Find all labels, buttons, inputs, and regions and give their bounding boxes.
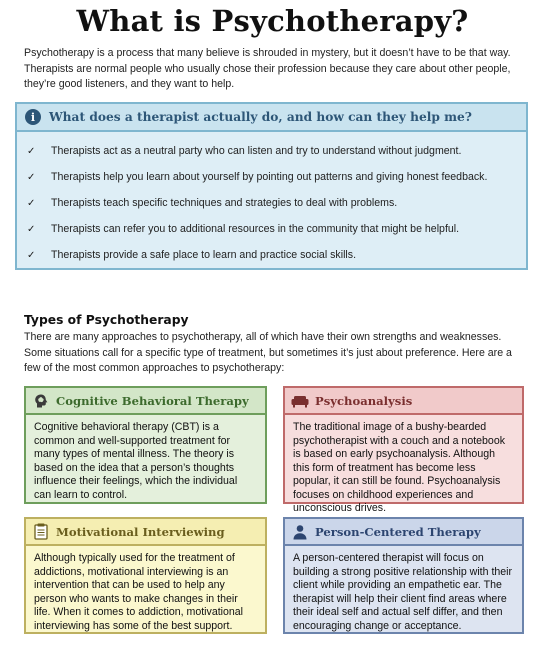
list-item-text: Therapists can refer you to additional resources in the community that might be helpful. bbox=[51, 223, 460, 235]
check-icon: ✓ bbox=[27, 145, 36, 157]
card-header bbox=[26, 388, 265, 415]
types-heading: Types of Psychotherapy bbox=[24, 313, 189, 327]
notepad-icon bbox=[32, 523, 50, 541]
types-intro-paragraph: There are many approaches to psychotherapy, all of which have their own strengths and weaknesses. Some situations call for a specific type of treatment, but sometimes it’s just about preference. Here are a few of the most common approaches to psychotherapy: bbox=[24, 331, 512, 374]
list-item bbox=[17, 164, 526, 190]
card-body: The traditional image of a bushy-bearded psychotherapist with a couch and a notebook is based on early psychoanalysis. Although this form of treatment has become less popular, it can still be found. Psychoanalysis focuses on childhood experiences and unconscious drives. bbox=[293, 421, 506, 514]
card-header bbox=[285, 388, 522, 415]
brain-head-icon bbox=[32, 392, 50, 410]
card-title: Psychoanalysis bbox=[315, 393, 413, 408]
card-header bbox=[26, 519, 265, 546]
list-item-text: Therapists teach specific techniques and strategies to deal with problems. bbox=[51, 197, 398, 209]
list-item-text: Therapists help you learn about yourself by pointing out patterns and giving honest feedback. bbox=[51, 171, 488, 183]
info-icon: i bbox=[25, 109, 41, 125]
faq-header bbox=[17, 104, 526, 132]
person-icon bbox=[291, 523, 309, 541]
list-item-text: Therapists act as a neutral party who can listen and try to understand without judgment. bbox=[51, 145, 462, 157]
list-item bbox=[17, 216, 526, 242]
list-item-text: Therapists provide a safe place to learn and practice social skills. bbox=[51, 249, 357, 261]
card-psychoanalysis bbox=[283, 386, 524, 514]
card-body: Cognitive behavioral therapy (CBT) is a common and well-supported treatment for many types of mental illness. The theory is based on the idea that a person’s thoughts influence their feelings, which the individual can learn to control. bbox=[34, 421, 238, 501]
card-body: Although typically used for the treatment of addictions, motivational interviewing is an intervention that can be used to help any person who wants to make changes in their life. When it comes to addiction, motivational interviewing has some of the best support. bbox=[34, 552, 244, 632]
therapist-faq-box bbox=[15, 102, 528, 270]
card-body: A person-centered therapist will focus on building a strong positive relationship with their client while providing an empathetic ear. The therapist will help their client find areas where their ideal self and actual self differ, and then encouraging change or acceptance. bbox=[293, 552, 513, 632]
check-icon: ✓ bbox=[27, 223, 36, 235]
check-icon: ✓ bbox=[27, 249, 36, 261]
page-title: What is Psychotherapy? bbox=[76, 4, 469, 38]
list-item bbox=[17, 242, 526, 268]
card-motivational-interviewing bbox=[24, 517, 267, 634]
list-item bbox=[17, 190, 526, 216]
couch-icon bbox=[291, 392, 309, 410]
card-cbt bbox=[24, 386, 267, 504]
card-person-centered-therapy bbox=[283, 517, 524, 634]
card-title: Cognitive Behavioral Therapy bbox=[56, 393, 249, 408]
check-icon: ✓ bbox=[27, 171, 36, 183]
list-item bbox=[17, 138, 526, 164]
faq-question: What does a therapist actually do, and how can they help me? bbox=[49, 110, 472, 124]
card-title: Person-Centered Therapy bbox=[315, 524, 481, 539]
intro-paragraph: Psychotherapy is a process that many believe is shrouded in mystery, but it doesn’t have to be that way. Therapists are normal people who usually chose their profession because they care about other people, they’re good listeners, and they want to help. bbox=[24, 47, 511, 90]
card-header bbox=[285, 519, 522, 546]
faq-list bbox=[17, 138, 526, 268]
check-icon: ✓ bbox=[27, 197, 36, 209]
card-title: Motivational Interviewing bbox=[56, 524, 225, 539]
